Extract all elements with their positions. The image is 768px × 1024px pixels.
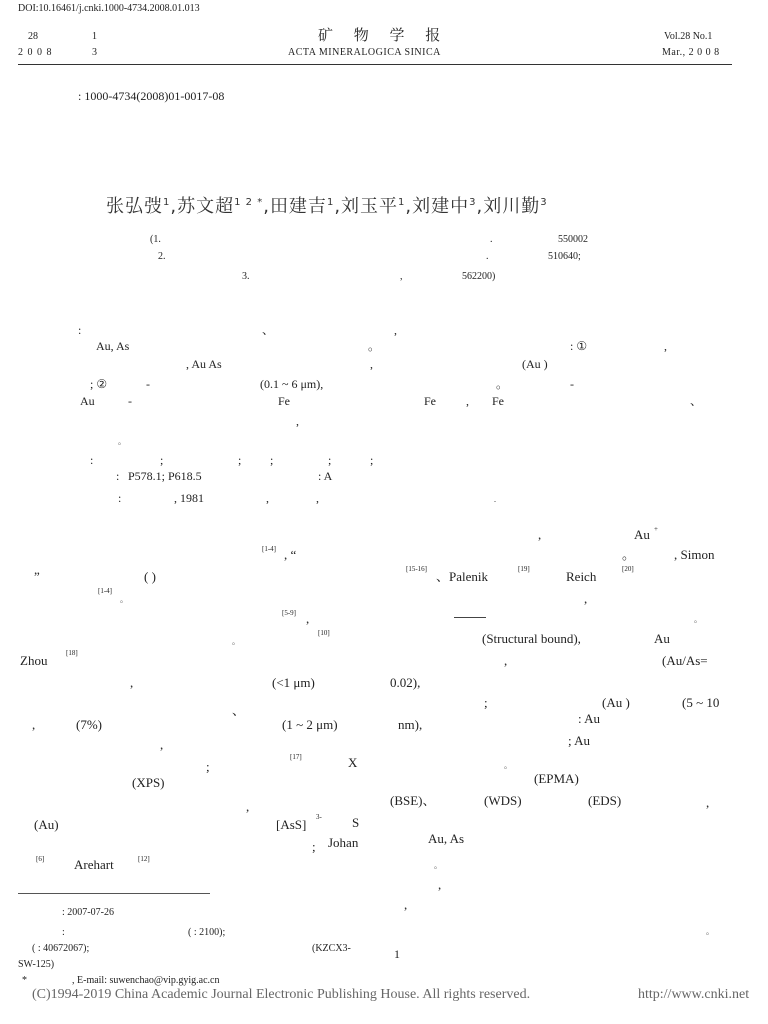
body-fragment: Johan — [328, 835, 359, 850]
body-fragment: (EPMA) — [534, 771, 579, 786]
citation-marker: [5-9] — [282, 609, 296, 617]
volume-number: 28 — [28, 31, 38, 42]
author-list: 张弘弢$^1$,苏文超$^{1 2 *}$,田建吉$^1$,刘玉平$^1$,刘建中$^3$,刘川勤$^3$ — [106, 196, 548, 217]
abstract-label-colon: : — [78, 323, 82, 337]
document-code: : A — [318, 469, 333, 483]
body-fragment: Arehart — [74, 857, 114, 872]
body-fragment: , — [438, 877, 442, 892]
body-fragment: 。 — [232, 637, 240, 646]
body-superscript: + — [654, 525, 658, 533]
citation-marker: [10] — [318, 629, 330, 637]
body-fragment: 0.02), — [390, 675, 421, 690]
author-bio-fragment: , — [266, 491, 269, 505]
body-fragment: (7%) — [76, 717, 102, 732]
affiliation-mark: 1 2 * — [234, 197, 264, 208]
journal-title-cn: 矿 物 学 报 — [318, 26, 449, 44]
author-bio-colon: : — [118, 491, 122, 505]
author-name: 苏文超 — [177, 196, 235, 217]
affiliation-2-dot: . — [486, 251, 489, 262]
citation-marker: [1-4] — [262, 545, 276, 553]
doi-line[interactable]: DOI:10.16461/j.cnki.1000-4734.2008.01.013 — [18, 3, 200, 14]
body-fragment: nm), — [398, 717, 423, 732]
author-bio-fragment: , — [316, 491, 319, 505]
month-left: 3 — [92, 47, 97, 58]
em-dash-line — [454, 617, 486, 618]
fund-project-tail: SW-125) — [18, 959, 55, 970]
journal-title-en: ACTA MINERALOGICA SINICA — [288, 47, 441, 58]
affiliation-3-zip: 562200) — [462, 271, 496, 282]
classification-codes: P578.1; P618.5 — [128, 469, 202, 483]
author-name: 刘玉平 — [341, 196, 399, 217]
body-fragment: , — [130, 675, 134, 690]
body-fragment: 。 — [694, 615, 702, 624]
abstract-fragment: Fe — [278, 394, 290, 408]
body-fragment: , — [32, 717, 36, 732]
abstract-fragment: (0.1 ~ 6 μm), — [260, 377, 324, 391]
abstract-fragment: ; ② — [90, 377, 108, 391]
author-name: 刘川勤 — [483, 196, 541, 217]
header-rule — [18, 64, 732, 65]
body-fragment: 。 — [504, 761, 512, 770]
keyword-separator: ; — [370, 453, 374, 467]
body-fragment: , — [584, 591, 588, 606]
affiliation-mark: 1 — [163, 197, 171, 208]
affiliation-mark: 3 — [469, 197, 477, 208]
affiliation-mark: 1 — [326, 197, 335, 208]
affiliation-1-number: (1. — [150, 234, 161, 245]
abstract-fragment: : ① — [570, 339, 588, 353]
body-fragment: (Structural bound), — [482, 631, 581, 646]
body-fragment: (XPS) — [132, 775, 165, 790]
body-fragment: 。 — [622, 547, 636, 562]
abstract-fragment: , Au As — [186, 357, 222, 371]
article-number: : 1000-4734(2008)01-0017-08 — [78, 89, 225, 103]
body-fragment: (WDS) — [484, 793, 522, 808]
body-fragment: ; Au — [568, 733, 591, 748]
author-bio-year: , 1981 — [174, 491, 204, 505]
body-fragment: 。 — [434, 861, 442, 870]
author-name: 张弘弢 — [106, 196, 163, 217]
affiliation-mark: 3 — [540, 197, 548, 208]
body-fragment: , Simon — [674, 547, 715, 562]
abstract-fragment: , — [370, 357, 373, 371]
body-fragment: (5 ~ 10 — [682, 695, 720, 710]
abstract-fragment: Fe — [492, 394, 504, 408]
abstract-fragment: - — [146, 377, 150, 391]
body-fragment: : Au — [578, 711, 601, 726]
affiliation-1-dot: . — [490, 234, 493, 245]
affiliation-2-zip: 510640; — [548, 251, 581, 262]
abstract-fragment: (Au ) — [522, 357, 548, 371]
fund-grant: ( : 40672067); — [32, 943, 90, 954]
fund-colon: : — [62, 927, 65, 938]
fund-fragment: 。 — [706, 927, 714, 936]
affiliation-mark: 1 — [398, 197, 406, 208]
affiliation-3-comma: , — [400, 271, 403, 282]
date-right: Mar., 2 0 0 8 — [662, 47, 720, 58]
body-fragment: Au, As — [428, 831, 465, 846]
classification-colon: : — [116, 469, 120, 483]
footnote-rule — [18, 893, 210, 894]
abstract-fragment: 、 — [262, 323, 275, 337]
year-left: 2 0 0 8 — [18, 47, 53, 58]
abstract-fragment: 、 — [690, 394, 703, 408]
author-bio-fragment: . — [494, 495, 496, 504]
body-fragment: (BSE)、 — [390, 793, 436, 808]
keyword-separator: ; — [238, 453, 242, 467]
body-fragment: (EDS) — [588, 793, 622, 808]
citation-marker: [19] — [518, 565, 530, 573]
body-fragment: S — [352, 815, 360, 830]
body-fragment: (Au ) — [602, 695, 630, 710]
body-fragment: X — [348, 755, 358, 770]
body-superscript: 3- — [316, 813, 322, 821]
body-fragment: ” — [34, 569, 40, 584]
author-name: 田建吉 — [269, 196, 327, 217]
citation-marker: [12] — [138, 855, 150, 863]
citation-marker: [20] — [622, 565, 634, 573]
body-fragment: (<1 μm) — [272, 675, 315, 690]
keyword-separator: ; — [160, 453, 164, 467]
abstract-fragment: , — [664, 339, 667, 353]
abstract-fragment: - — [128, 394, 132, 408]
abstract-fragment: , — [394, 323, 397, 337]
corresponding-mark: * — [22, 975, 27, 986]
body-fragment: 。 — [120, 595, 128, 604]
body-fragment: ; — [206, 759, 210, 774]
abstract-fragment: 。 — [118, 437, 126, 446]
keyword-separator: ; — [270, 453, 274, 467]
abstract-fragment: , — [466, 394, 469, 408]
volume-right: Vol.28 No.1 — [664, 31, 713, 42]
body-fragment: , — [246, 799, 250, 814]
fund-fragment: ( : 2100); — [188, 927, 226, 938]
citation-marker: [15-16] — [406, 565, 427, 573]
body-fragment: , — [706, 795, 710, 810]
issue-number: 1 — [92, 31, 97, 42]
body-fragment: , “ — [284, 547, 297, 562]
cnki-link[interactable]: http://www.cnki.net — [638, 987, 750, 1002]
body-fragment: , — [160, 737, 164, 752]
author-name: 刘建中 — [412, 196, 470, 217]
keyword-separator: ; — [328, 453, 332, 467]
body-fragment: , — [538, 527, 542, 542]
corresponding-email[interactable]: , E-mail: suwenchao@vip.gyig.ac.cn — [72, 975, 220, 986]
abstract-fragment: Au — [80, 394, 95, 408]
abstract-fragment: 。 — [496, 377, 509, 391]
page-number: 1 — [394, 947, 400, 961]
abstract-fragment: 。 — [368, 339, 381, 353]
body-fragment: ( ) — [144, 569, 156, 584]
copyright-notice: (C)1994-2019 China Academic Journal Electronic Publishing House. All rights reserved. — [32, 987, 531, 1002]
body-fragment: , — [404, 897, 408, 912]
citation-marker: [18] — [66, 649, 78, 657]
fund-project: (KZCX3- — [312, 943, 351, 954]
body-fragment: ; — [312, 839, 316, 854]
keywords-colon: : — [90, 453, 94, 467]
body-fragment: (Au/As= — [662, 653, 708, 668]
citation-marker: [6] — [36, 855, 45, 863]
affiliation-2-number: 2. — [158, 251, 166, 262]
affiliation-3-number: 3. — [242, 271, 250, 282]
body-fragment: Reich — [566, 569, 597, 584]
body-fragment: (Au) — [34, 817, 59, 832]
abstract-fragment: - — [570, 377, 574, 391]
body-fragment: , — [306, 611, 310, 626]
abstract-fragment: Fe — [424, 394, 436, 408]
body-fragment: , — [504, 653, 508, 668]
abstract-fragment: , — [296, 414, 299, 428]
abstract-fragment: Au, As — [96, 339, 130, 353]
body-fragment: Au — [634, 527, 650, 542]
citation-marker: [1-4] — [98, 587, 112, 595]
received-date: : 2007-07-26 — [62, 907, 114, 918]
body-fragment: Au — [654, 631, 670, 646]
body-fragment: (1 ~ 2 μm) — [282, 717, 338, 732]
body-fragment: ; — [484, 695, 488, 710]
body-fragment: 、Palenik — [436, 569, 488, 584]
body-fragment: Zhou — [20, 653, 48, 668]
body-fragment: [AsS] — [276, 817, 307, 832]
body-fragment: 、 — [232, 703, 246, 718]
citation-marker: [17] — [290, 753, 302, 761]
affiliation-1-zip: 550002 — [558, 234, 588, 245]
